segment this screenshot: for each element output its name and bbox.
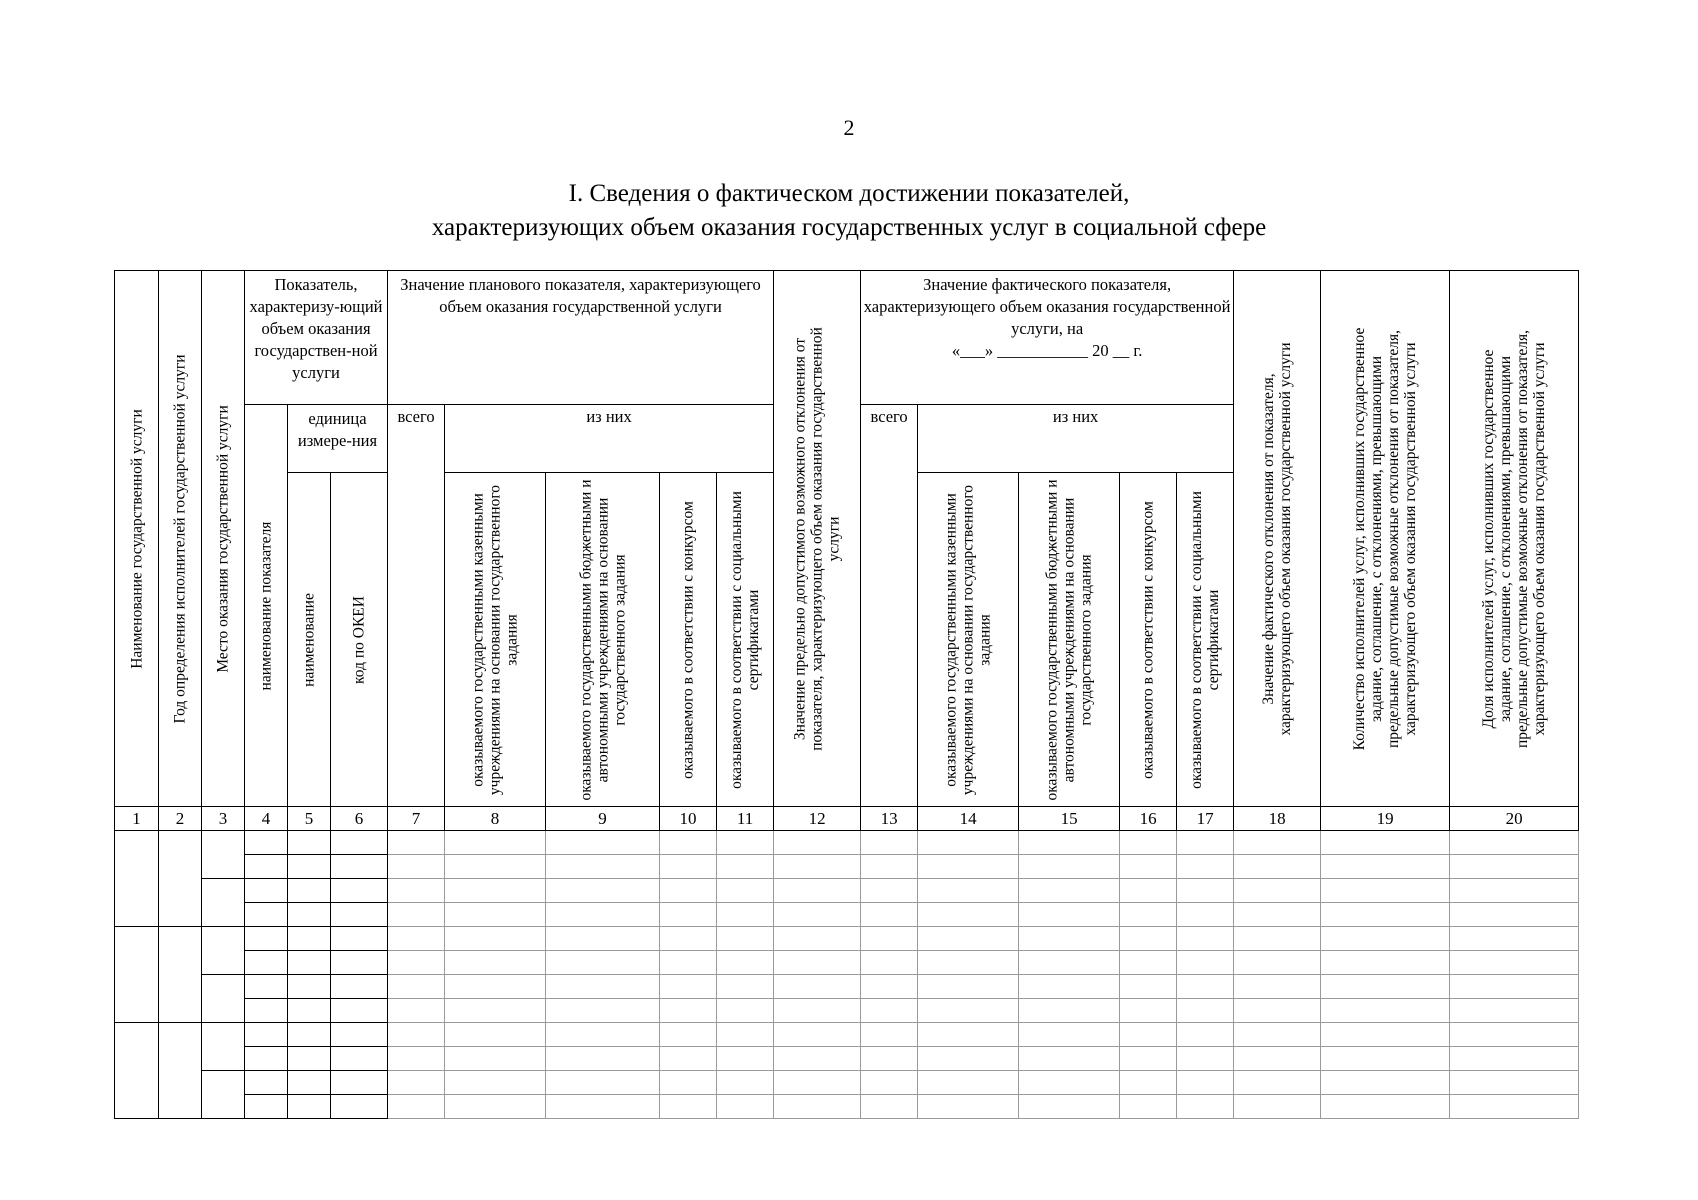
table-cell[interactable]: [388, 1095, 445, 1119]
header-indicator-group: Показатель, характеризу-ющий объем оказания государствен-ной услуги: [245, 271, 388, 405]
table-cell[interactable]: [1450, 903, 1579, 927]
table-cell[interactable]: [1120, 903, 1177, 927]
table-cell[interactable]: [388, 1071, 445, 1095]
column-number: 17: [1177, 807, 1234, 831]
table-cell[interactable]: [918, 855, 1019, 879]
table-cell[interactable]: [1120, 927, 1177, 951]
table-cell[interactable]: [1177, 903, 1234, 927]
table-cell[interactable]: [245, 927, 288, 951]
table-cell[interactable]: [717, 1071, 774, 1095]
table-cell[interactable]: [1120, 1047, 1177, 1071]
column-number: 16: [1120, 807, 1177, 831]
table-cell[interactable]: [660, 831, 717, 855]
column-number: 3: [202, 807, 245, 831]
table-cell[interactable]: [861, 975, 918, 999]
table-cell[interactable]: [918, 1023, 1019, 1047]
column-number: 6: [331, 807, 388, 831]
table-cell[interactable]: [1234, 999, 1321, 1023]
table-cell[interactable]: [774, 879, 861, 903]
table-cell[interactable]: [388, 951, 445, 975]
header-indicator-name: наименование показателя: [245, 405, 288, 807]
header-executors-count: Количество исполнителей услуг, исполнивших государственное задание, соглашение, с отклонениями, превышающими предельные допустимые возможные отклонения от показателя, характеризующего объем оказания государственной услуги: [1321, 271, 1450, 807]
table-cell[interactable]: [1450, 1047, 1579, 1071]
table-cell[interactable]: [288, 1047, 331, 1071]
table-cell[interactable]: [774, 927, 861, 951]
table-cell[interactable]: [918, 903, 1019, 927]
table-cell[interactable]: [861, 927, 918, 951]
table-row: [115, 999, 1579, 1023]
table-cell[interactable]: [1120, 1023, 1177, 1047]
table-cell[interactable]: [660, 903, 717, 927]
table-cell[interactable]: [202, 927, 245, 975]
header-plan-budget: оказываемого государственными бюджетными и автономными учреждениями на основании государственного задания: [546, 473, 660, 807]
table-cell[interactable]: [660, 1095, 717, 1119]
table-cell[interactable]: [861, 1095, 918, 1119]
header-fact-group: Значение фактического показателя, характеризующего объем оказания государственной услуги, на «___» ___________ 20 __ г.: [861, 271, 1234, 405]
table-cell[interactable]: [1177, 951, 1234, 975]
table-cell[interactable]: [159, 831, 202, 927]
header-fact-total: всего: [861, 405, 918, 807]
table-cell[interactable]: [1177, 975, 1234, 999]
header-executors-share: Доля исполнителей услуг, исполнивших государственное задание, соглашение, с отклонениями, превышающими предельные допустимые возможные отклонения от показателя, характеризующего объем оказания государственной услуги: [1450, 271, 1579, 807]
column-number: 10: [660, 807, 717, 831]
table-cell[interactable]: [388, 831, 445, 855]
table-cell[interactable]: [1234, 927, 1321, 951]
table-cell[interactable]: [660, 1071, 717, 1095]
table-cell[interactable]: [445, 975, 546, 999]
table-cell[interactable]: [1321, 999, 1450, 1023]
table-row: [115, 855, 1579, 879]
table-cell[interactable]: [331, 951, 388, 975]
table-cell[interactable]: [660, 855, 717, 879]
table-cell[interactable]: [445, 999, 546, 1023]
column-number: 5: [288, 807, 331, 831]
table-cell[interactable]: [388, 879, 445, 903]
table-cell[interactable]: [861, 1071, 918, 1095]
table-cell[interactable]: [717, 1095, 774, 1119]
table-cell[interactable]: [1321, 951, 1450, 975]
table-cell[interactable]: [1234, 903, 1321, 927]
table-cell[interactable]: [388, 855, 445, 879]
table-row: [115, 831, 1579, 855]
table-cell[interactable]: [1321, 855, 1450, 879]
table-cell[interactable]: [1120, 855, 1177, 879]
table-cell[interactable]: [331, 903, 388, 927]
table-cell[interactable]: [1120, 999, 1177, 1023]
table-cell[interactable]: [202, 879, 245, 927]
table-cell[interactable]: [1450, 1023, 1579, 1047]
table-cell[interactable]: [1019, 831, 1120, 855]
table-cell[interactable]: [288, 1095, 331, 1119]
table-cell[interactable]: [331, 1023, 388, 1047]
table-cell[interactable]: [388, 927, 445, 951]
table-cell[interactable]: [660, 1023, 717, 1047]
column-number: 14: [918, 807, 1019, 831]
table-cell[interactable]: [717, 855, 774, 879]
table-cell[interactable]: [1120, 1071, 1177, 1095]
column-number: 13: [861, 807, 918, 831]
table-cell[interactable]: [331, 879, 388, 903]
table-row: [115, 975, 1579, 999]
column-number: 1: [115, 807, 159, 831]
table-cell[interactable]: [288, 855, 331, 879]
header-plan-contest: оказываемого в соответствии с конкурсом: [660, 473, 717, 807]
table-cell[interactable]: [1019, 999, 1120, 1023]
column-number: 2: [159, 807, 202, 831]
table-row: [115, 1071, 1579, 1095]
table-cell[interactable]: [331, 1047, 388, 1071]
table-cell[interactable]: [245, 975, 288, 999]
table-cell[interactable]: [1019, 879, 1120, 903]
table-cell[interactable]: [1177, 1095, 1234, 1119]
title-line-2: характеризующих объем оказания государственных услуг в социальной сфере: [431, 214, 1267, 241]
table-cell[interactable]: [288, 903, 331, 927]
table-cell[interactable]: [774, 1047, 861, 1071]
table-cell[interactable]: [1321, 1095, 1450, 1119]
table-cell[interactable]: [1321, 879, 1450, 903]
table-cell[interactable]: [331, 927, 388, 951]
table-cell[interactable]: [202, 1023, 245, 1071]
table-cell[interactable]: [774, 1095, 861, 1119]
page-number: 2: [843, 115, 855, 140]
table-cell[interactable]: [331, 1071, 388, 1095]
table-cell[interactable]: [1177, 879, 1234, 903]
table-cell[interactable]: [1234, 1095, 1321, 1119]
column-number: 19: [1321, 807, 1450, 831]
table-cell[interactable]: [202, 1071, 245, 1119]
table-cell[interactable]: [717, 879, 774, 903]
table-cell[interactable]: [1177, 831, 1234, 855]
table-cell[interactable]: [445, 903, 546, 927]
table-cell[interactable]: [388, 999, 445, 1023]
table-cell[interactable]: [288, 1023, 331, 1047]
header-fact-budget: оказываемого государственными бюджетными и автономными учреждениями на основании государственного задания: [1019, 473, 1120, 807]
table-cell[interactable]: [774, 831, 861, 855]
table-cell[interactable]: [1234, 855, 1321, 879]
table-cell[interactable]: [774, 975, 861, 999]
column-number: 20: [1450, 807, 1579, 831]
table-cell[interactable]: [331, 975, 388, 999]
table-cell[interactable]: [1177, 1071, 1234, 1095]
table-cell[interactable]: [1120, 975, 1177, 999]
table-cell[interactable]: [774, 855, 861, 879]
table-cell[interactable]: [1450, 1071, 1579, 1095]
table-cell[interactable]: [1234, 1047, 1321, 1071]
table-cell[interactable]: [861, 855, 918, 879]
table-row: [115, 879, 1579, 903]
table-cell[interactable]: [388, 1023, 445, 1047]
table-cell[interactable]: [1234, 1023, 1321, 1047]
table-cell[interactable]: [1321, 903, 1450, 927]
table-cell[interactable]: [445, 1071, 546, 1095]
table-cell[interactable]: [861, 999, 918, 1023]
table-cell[interactable]: [288, 831, 331, 855]
table-cell[interactable]: [445, 855, 546, 879]
table-cell[interactable]: [202, 831, 245, 879]
table-cell[interactable]: [1120, 1095, 1177, 1119]
table-row: [115, 951, 1579, 975]
table-cell[interactable]: [774, 999, 861, 1023]
table-cell[interactable]: [546, 951, 660, 975]
data-rows: [115, 831, 1579, 1119]
table-cell[interactable]: [1450, 855, 1579, 879]
table-cell[interactable]: [445, 927, 546, 951]
table-cell[interactable]: [861, 1047, 918, 1071]
table-cell[interactable]: [1019, 951, 1120, 975]
header-plan-kazennye: оказываемого государственными казенными учреждениями на основании государственного задания: [445, 473, 546, 807]
table-cell[interactable]: [115, 1023, 159, 1119]
table-row: [115, 927, 1579, 951]
header-place: Место оказания государственной услуги: [202, 271, 245, 807]
table-cell[interactable]: [1177, 855, 1234, 879]
table-row: [115, 903, 1579, 927]
table-cell[interactable]: [1450, 1095, 1579, 1119]
table-cell[interactable]: [1120, 951, 1177, 975]
table-row: [115, 1023, 1579, 1047]
table-cell[interactable]: [546, 1095, 660, 1119]
table-cell[interactable]: [288, 951, 331, 975]
table-cell[interactable]: [115, 831, 159, 927]
table-cell[interactable]: [1321, 1023, 1450, 1047]
header-plan-total: всего: [388, 405, 445, 807]
table-cell[interactable]: [288, 1071, 331, 1095]
table-cell[interactable]: [546, 927, 660, 951]
table-cell[interactable]: [546, 831, 660, 855]
table-cell[interactable]: [774, 1071, 861, 1095]
table-cell[interactable]: [1019, 1071, 1120, 1095]
table-cell[interactable]: [288, 879, 331, 903]
table-cell[interactable]: [1019, 855, 1120, 879]
table-cell[interactable]: [1234, 831, 1321, 855]
table-cell[interactable]: [245, 951, 288, 975]
column-number: 15: [1019, 807, 1120, 831]
table-row: [115, 1047, 1579, 1071]
table-cell[interactable]: [546, 903, 660, 927]
table-cell[interactable]: [245, 1047, 288, 1071]
table-cell[interactable]: [717, 999, 774, 1023]
table-cell[interactable]: [1321, 1071, 1450, 1095]
table-cell[interactable]: [115, 927, 159, 1023]
table-cell[interactable]: [388, 1047, 445, 1071]
table-cell[interactable]: [660, 975, 717, 999]
table-cell[interactable]: [861, 903, 918, 927]
table-cell[interactable]: [861, 951, 918, 975]
table-cell[interactable]: [1321, 975, 1450, 999]
table-cell[interactable]: [717, 1047, 774, 1071]
column-number: 11: [717, 807, 774, 831]
table-cell[interactable]: [159, 927, 202, 1023]
table-cell[interactable]: [918, 1047, 1019, 1071]
table-cell[interactable]: [660, 927, 717, 951]
table-cell[interactable]: [717, 975, 774, 999]
table-cell[interactable]: [1019, 1095, 1120, 1119]
header-year: Год определения исполнителей государственной услуги: [159, 271, 202, 807]
table-cell[interactable]: [245, 1023, 288, 1047]
table-cell[interactable]: [861, 1023, 918, 1047]
table-cell[interactable]: [1234, 1071, 1321, 1095]
header-fact-contest: оказываемого в соответствии с конкурсом: [1120, 473, 1177, 807]
column-numbers-row: [115, 807, 1579, 831]
table-cell[interactable]: [1019, 1023, 1120, 1047]
table-cell[interactable]: [388, 975, 445, 999]
report-table: [114, 270, 1579, 1119]
table-cell[interactable]: [1019, 903, 1120, 927]
table-cell[interactable]: [245, 879, 288, 903]
table-cell[interactable]: [445, 1095, 546, 1119]
header-fact-kazennye: оказываемого государственными казенными учреждениями на основании государственного задания: [918, 473, 1019, 807]
table-cell[interactable]: [918, 999, 1019, 1023]
table-cell[interactable]: [288, 999, 331, 1023]
table-cell[interactable]: [1450, 831, 1579, 855]
table-cell[interactable]: [245, 831, 288, 855]
table-cell[interactable]: [1019, 927, 1120, 951]
table-cell[interactable]: [1450, 879, 1579, 903]
table-row: [115, 1095, 1579, 1119]
header-allowed-deviation: Значение предельно допустимого возможного отклонения от показателя, характеризующего объем оказания государственной услуги: [774, 271, 861, 807]
header-plan-of-which: из них: [445, 405, 774, 473]
table-cell[interactable]: [1234, 879, 1321, 903]
header-unit-group: единица измере-ния: [288, 405, 388, 473]
table-cell[interactable]: [245, 855, 288, 879]
table-cell[interactable]: [774, 951, 861, 975]
table-cell[interactable]: [245, 1095, 288, 1119]
table-cell[interactable]: [717, 903, 774, 927]
header-fact-certificates: оказываемого в соответствии с социальными сертификатами: [1177, 473, 1234, 807]
column-number: 18: [1234, 807, 1321, 831]
table-cell[interactable]: [918, 951, 1019, 975]
table-cell[interactable]: [660, 879, 717, 903]
table-cell[interactable]: [1321, 1047, 1450, 1071]
table-cell[interactable]: [717, 927, 774, 951]
column-number: 12: [774, 807, 861, 831]
table-cell[interactable]: [1120, 831, 1177, 855]
table-cell[interactable]: [1450, 999, 1579, 1023]
table-cell[interactable]: [288, 927, 331, 951]
table-cell[interactable]: [1019, 975, 1120, 999]
table-cell[interactable]: [1177, 927, 1234, 951]
table-cell[interactable]: [546, 975, 660, 999]
table-cell[interactable]: [1234, 975, 1321, 999]
table-cell[interactable]: [918, 927, 1019, 951]
table-cell[interactable]: [774, 1023, 861, 1047]
header-fact-of-which: из них: [918, 405, 1234, 473]
table-cell[interactable]: [245, 999, 288, 1023]
title-line-1: I. Сведения о фактическом достижении показателей,: [568, 180, 1130, 207]
table-cell[interactable]: [774, 903, 861, 927]
table-cell[interactable]: [331, 999, 388, 1023]
table-cell[interactable]: [918, 1095, 1019, 1119]
table-cell[interactable]: [159, 1023, 202, 1119]
table-cell[interactable]: [861, 879, 918, 903]
column-number: 7: [388, 807, 445, 831]
table-cell[interactable]: [1019, 1047, 1120, 1071]
table-cell[interactable]: [861, 831, 918, 855]
header-plan-group: Значение планового показателя, характеризующего объем оказания государственной услуги: [388, 271, 774, 405]
table-cell[interactable]: [717, 1023, 774, 1047]
header-service-name: Наименование государственной услуги: [115, 271, 159, 807]
table-cell[interactable]: [331, 1095, 388, 1119]
table-cell[interactable]: [717, 951, 774, 975]
header-fact-deviation: Значение фактического отклонения от показателя, характеризующего объем оказания государственной услуги: [1234, 271, 1321, 807]
table-cell[interactable]: [445, 831, 546, 855]
table-cell[interactable]: [546, 1071, 660, 1095]
table-cell[interactable]: [1177, 1023, 1234, 1047]
table-cell[interactable]: [660, 999, 717, 1023]
table-cell[interactable]: [918, 879, 1019, 903]
table-cell[interactable]: [546, 999, 660, 1023]
header-plan-certificates: оказываемого в соответствии с социальными сертификатами: [717, 473, 774, 807]
table-cell[interactable]: [918, 975, 1019, 999]
table-cell[interactable]: [388, 903, 445, 927]
table-cell[interactable]: [717, 831, 774, 855]
table-cell[interactable]: [202, 975, 245, 1023]
table-cell[interactable]: [1450, 975, 1579, 999]
table-cell[interactable]: [546, 855, 660, 879]
table-cell[interactable]: [1450, 951, 1579, 975]
table-cell[interactable]: [445, 1023, 546, 1047]
table-cell[interactable]: [1321, 831, 1450, 855]
header-okei-code: код по ОКЕИ: [331, 473, 388, 807]
fact-date-blank: «___» ___________ 20 __ г.: [951, 341, 1143, 360]
table-cell[interactable]: [331, 855, 388, 879]
table-cell[interactable]: [660, 1047, 717, 1071]
table-cell[interactable]: [245, 903, 288, 927]
table-cell[interactable]: [1234, 951, 1321, 975]
section-title: [0, 177, 1698, 245]
table-cell[interactable]: [1450, 927, 1579, 951]
header-unit-name: наименование: [288, 473, 331, 807]
table-cell[interactable]: [331, 831, 388, 855]
table-cell[interactable]: [288, 975, 331, 999]
table-cell[interactable]: [918, 831, 1019, 855]
table-cell[interactable]: [546, 1023, 660, 1047]
table-cell[interactable]: [1177, 1047, 1234, 1071]
table-cell[interactable]: [1321, 927, 1450, 951]
column-number: 8: [445, 807, 546, 831]
column-number: 4: [245, 807, 288, 831]
table-cell[interactable]: [445, 1047, 546, 1071]
table-cell[interactable]: [918, 1071, 1019, 1095]
table-cell[interactable]: [546, 879, 660, 903]
table-cell[interactable]: [660, 951, 717, 975]
table-cell[interactable]: [245, 1071, 288, 1095]
table-cell[interactable]: [1177, 999, 1234, 1023]
table-cell[interactable]: [445, 879, 546, 903]
table-cell[interactable]: [1120, 879, 1177, 903]
table-cell[interactable]: [546, 1047, 660, 1071]
table-cell[interactable]: [445, 951, 546, 975]
column-number: 9: [546, 807, 660, 831]
